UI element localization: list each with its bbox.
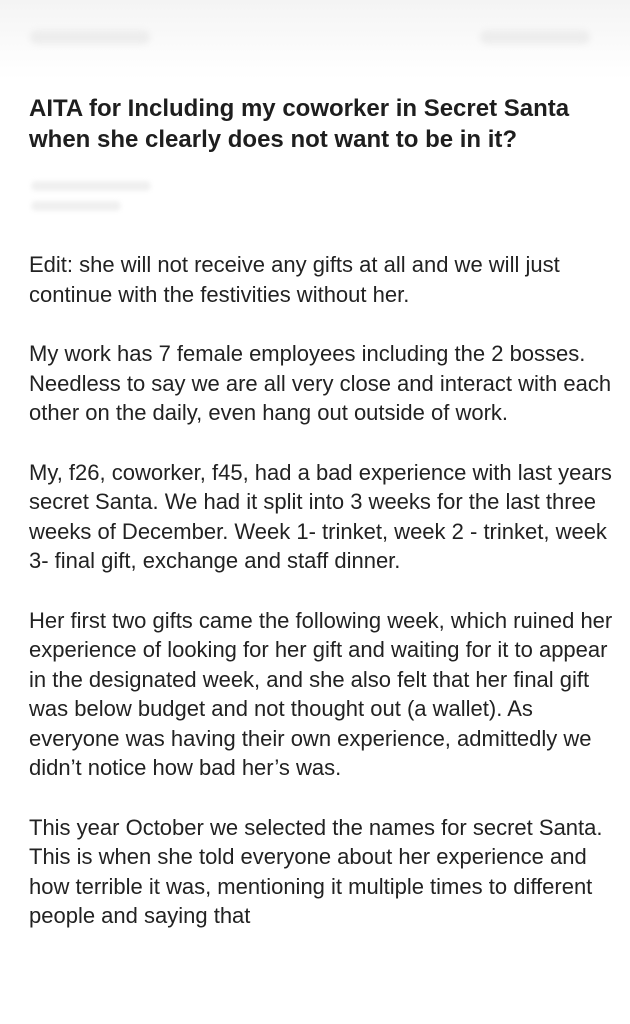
blurred-meta-line xyxy=(31,201,121,211)
blurred-author-line xyxy=(31,181,151,191)
post xyxy=(29,93,614,961)
post-paragraph: My, f26, coworker, f45, had a bad experience with last years secret Santa. We had it split into 3 weeks for the last three weeks of December. Week 1- trinket, week 2 - trinket, week 3- final gift, exchange and staff dinner. xyxy=(29,459,612,573)
post-paragraph: Edit: she will not receive any gifts at all and we will just continue with the festivities without her. xyxy=(29,252,560,307)
blurred-header-text xyxy=(480,30,590,44)
post-title: AITA for Including my coworker in Secret Santa when she clearly does not want to be in it? xyxy=(29,95,570,153)
post-body xyxy=(29,250,614,931)
post-paragraph: Her first two gifts came the following week, which ruined her experience of looking for her gift and waiting for it to appear in the designated week, and she also felt that her final gift was below budget and not thought out (a wallet). As everyone was having their own experience, admittedly we didn’t notice how bad her’s was. xyxy=(29,607,613,780)
blurred-header-text xyxy=(30,30,150,44)
blurred-header xyxy=(0,0,630,80)
blurred-post-meta xyxy=(29,175,614,223)
post-paragraph: This year October we selected the names for secret Santa. This is when she told everyone about her experience and how terrible it was, mentioning it multiple times to different people and saying that xyxy=(29,814,603,928)
post-paragraph: My work has 7 female employees including the 2 bosses. Needless to say we are all very close and interact with each other on the daily, even hang out outside of work. xyxy=(29,341,612,425)
